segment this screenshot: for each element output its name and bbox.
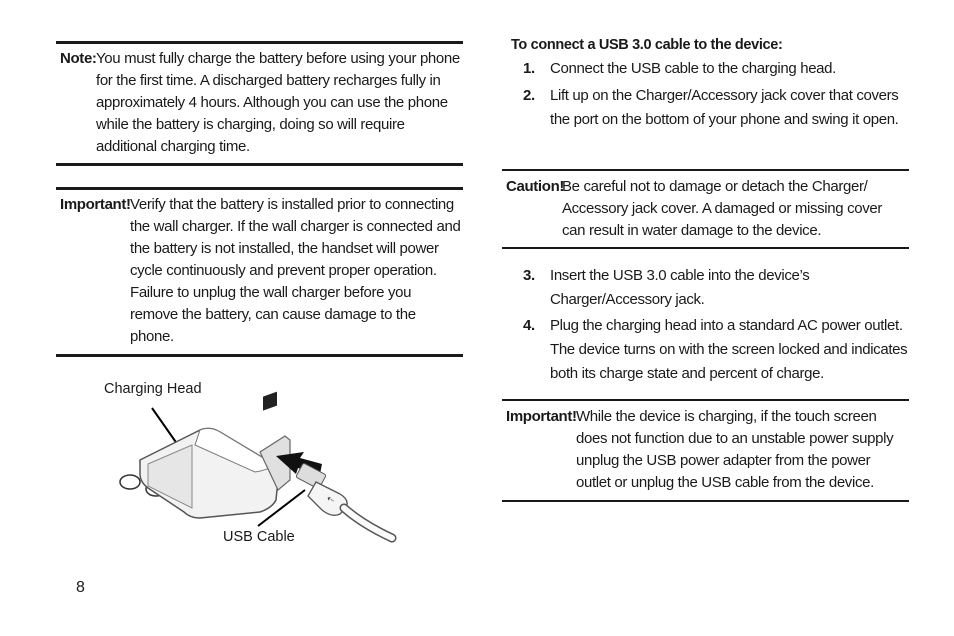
- note-top-rule: [56, 41, 463, 44]
- important-right-label: Important!: [506, 408, 577, 425]
- important-right-text: While the device is charging, if the touch screen does not function due to an unstable power supply unplug the USB power adapter from the power outlet or unplug the USB cable from the device.: [576, 408, 894, 491]
- important-text: Verify that the battery is installed prior to connecting the wall charger. If the wall charger is connected and the battery is not installed, the handset will power cycle continuously and prevent proper operation. Failure to unplug the wall charger before you remove the battery, can cause damage to the phone.: [130, 196, 461, 345]
- note-block: [60, 48, 462, 158]
- step-2-text: Lift up on the Charger/Accessory jack cover that covers the port on the bottom of your phone and swing it open.: [550, 87, 899, 128]
- important-block: [60, 194, 462, 348]
- section-heading: To connect a USB 3.0 cable to the device:: [511, 37, 783, 53]
- important-right-top-rule: [502, 399, 909, 401]
- step-3: [523, 264, 911, 312]
- caution-block: [506, 176, 908, 242]
- step-2: [523, 84, 911, 132]
- note-row: [60, 48, 462, 158]
- caution-bottom-rule: [502, 247, 909, 249]
- page-number: 8: [76, 579, 85, 596]
- caution-label: Caution!: [506, 178, 565, 195]
- usb-cable-label: USB Cable: [223, 529, 295, 545]
- step-3-text: Insert the USB 3.0 cable into the device’s Charger/Accessory jack.: [550, 267, 810, 308]
- note-label: Note:: [60, 50, 97, 67]
- step-4: [523, 314, 911, 386]
- note-text: You must fully charge the battery before using your phone for the first time. A discharged battery recharges fully in approximately 4 hours. Although you can use the phone while the battery is charging, doing so will require additional charging time.: [96, 50, 460, 155]
- important-right-row: [506, 406, 908, 494]
- step-1: [523, 57, 911, 81]
- step-3-number: 3.: [523, 267, 535, 284]
- note-bottom-rule: [56, 163, 463, 166]
- important-label: Important!: [60, 196, 131, 213]
- important-top-rule: [56, 187, 463, 190]
- caution-row: [506, 176, 908, 242]
- charging-head-label: Charging Head: [104, 381, 202, 397]
- important-row: [60, 194, 462, 348]
- important-right-bottom-rule: [502, 500, 909, 502]
- important-right-block: [506, 406, 908, 494]
- usb-cable: [296, 463, 392, 538]
- step-2-number: 2.: [523, 87, 535, 104]
- important-bottom-rule: [56, 354, 463, 357]
- charger-illustration: [100, 390, 430, 560]
- charging-head: [140, 392, 290, 518]
- caution-text: Be careful not to damage or detach the Charger/ Accessory jack cover. A damaged or missing cover can result in water damage to the device.: [562, 178, 883, 239]
- step-1-number: 1.: [523, 60, 535, 77]
- step-1-text: Connect the USB cable to the charging head.: [550, 60, 836, 77]
- step-4-number: 4.: [523, 317, 535, 334]
- svg-text:⇠: ⇠: [325, 493, 337, 506]
- step-4-text: Plug the charging head into a standard AC power outlet. The device turns on with the screen locked and indicates both its charge state and percent of charge.: [550, 317, 908, 382]
- caution-top-rule: [502, 169, 909, 171]
